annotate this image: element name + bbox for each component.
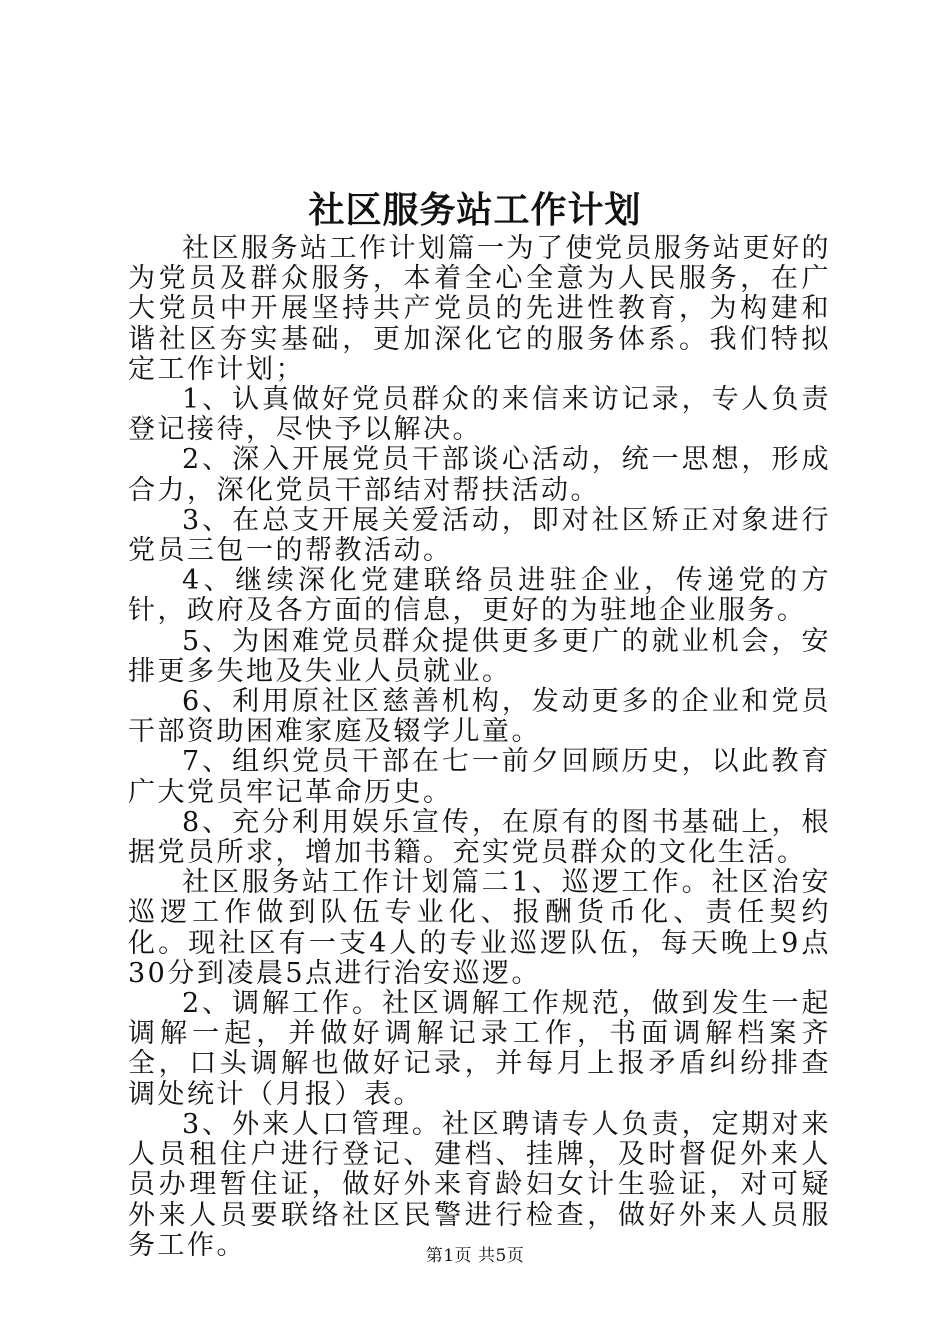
paragraph-part2-item-2: 2、调解工作。社区调解工作规范，做到发生一起调解一起，并做好调解记录工作，书面调解档案齐全，口头调解也做好记录，并每月上报矛盾纠纷排查调处统计（月报）表。 bbox=[128, 988, 831, 1110]
paragraph-item-8: 8、充分利用娱乐宣传，在原有的图书基础上，根据党员所求，增加书籍。充实党员群众的文化生活。 bbox=[128, 806, 831, 869]
paragraph-part2-item-3: 3、外来人口管理。社区聘请专人负责，定期对来人员租住户进行登记、建档、挂牌，及时督促外来人员办理暂住证，做好外来育龄妇女计生验证，对可疑外来人员要联络社区民警进行检查，做好外来人员服务工作。 bbox=[128, 1108, 831, 1261]
paragraph-item-2: 2、深入开展党员干部谈心活动，统一思想，形成合力，深化党员干部结对帮扶活动。 bbox=[128, 444, 831, 506]
paragraph-item-6: 6、利用原社区慈善机构，发动更多的企业和党员干部资助困难家庭及辍学儿童。 bbox=[128, 686, 831, 748]
document-title: 社区服务站工作计划 bbox=[308, 189, 642, 231]
paragraph-item-3: 3、在总支开展关爱活动，即对社区矫正对象进行党员三包一的帮教活动。 bbox=[128, 504, 831, 567]
paragraph-item-4: 4、继续深化党建联络员进驻企业，传递党的方针，政府及各方面的信息，更好的为驻地企业服务。 bbox=[128, 565, 831, 627]
paragraph-intro: 社区服务站工作计划篇一为了使党员服务站更好的为党员及群众服务，本着全心全意为人民服务，在广大党员中开展坚持共产党员的先进性教育，为构建和谐社区夯实基础，更加深化它的服务体系。我们特拟定工作计划； bbox=[128, 233, 831, 385]
page-indicator: 第1页 共5页 bbox=[425, 1246, 525, 1266]
paragraph-item-7: 7、组织党员干部在七一前夕回顾历史，以此教育广大党员牢记革命历史。 bbox=[128, 746, 831, 808]
paragraph-part2-intro: 社区服务站工作计划篇二1、巡逻工作。社区治安巡逻工作做到队伍专业化、报酬货币化、责任契约化。现社区有一支4人的专业巡逻队伍，每天晚上9点30分到凌晨5点进行治安巡逻。 bbox=[128, 867, 831, 989]
paragraph-item-5: 5、为困难党员群众提供更多更广的就业机会，安排更多失地及失业人员就业。 bbox=[128, 625, 831, 687]
document-body bbox=[128, 234, 831, 1261]
paragraph-item-1: 1、认真做好党员群众的来信来访记录，专人负责登记接待，尽快予以解决。 bbox=[128, 384, 831, 446]
